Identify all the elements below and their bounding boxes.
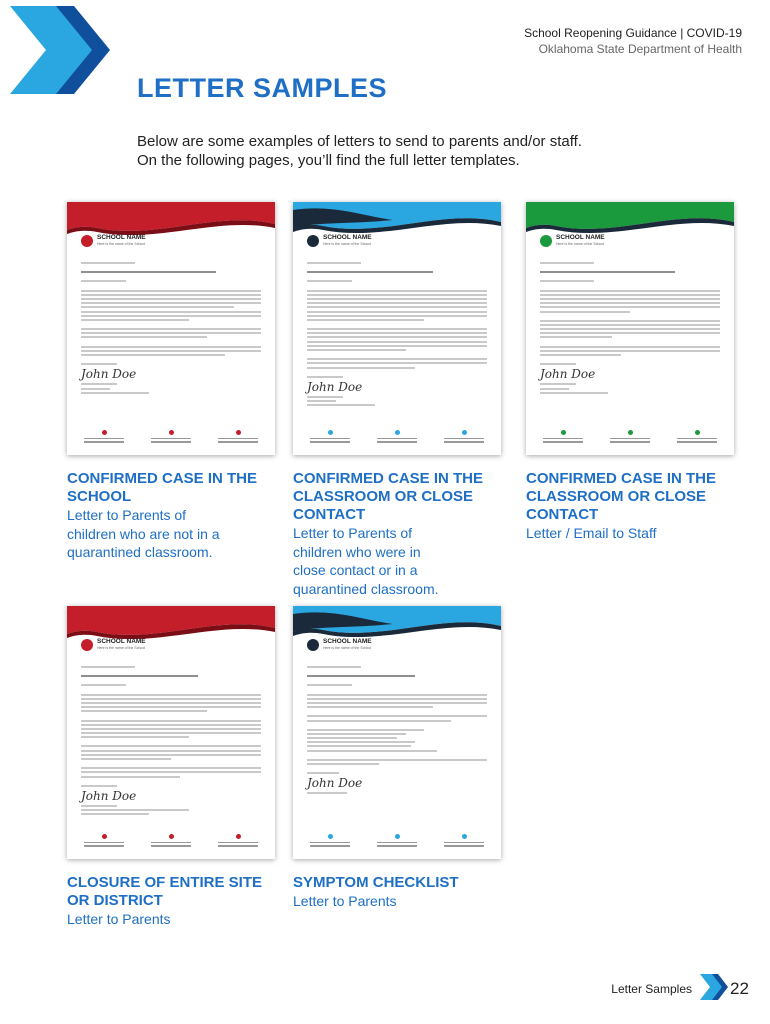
letter-thumbnail-closure[interactable]: [67, 606, 275, 859]
letter-thumbnail-symptom-checklist[interactable]: [293, 606, 501, 859]
caption-subtext-4: quarantined classroom.: [293, 580, 439, 597]
caption-subtext-3: quarantined classroom.: [67, 544, 213, 560]
caption-confirmed-school: [67, 470, 267, 562]
letter-footer: [81, 430, 261, 445]
letter-body-preview: [540, 262, 720, 396]
footer-chevron-icon: [700, 972, 730, 1002]
letter-body-preview: [307, 666, 487, 797]
letter-body-preview: [81, 666, 261, 818]
school-logo-icon: [81, 235, 93, 247]
school-tagline: Here is the name of the School: [556, 242, 605, 246]
letter-footer: [307, 430, 487, 445]
caption-closure: [67, 874, 267, 929]
school-tagline: Here is the name of the School: [97, 646, 146, 650]
school-tagline: Here is the name of the School: [97, 242, 146, 246]
caption-heading: CONFIRMED CASE IN THE SCHOOL: [67, 470, 258, 505]
letter-footer: [307, 834, 487, 849]
caption-confirmed-classroom-staff: [526, 470, 726, 543]
school-name: SCHOOL NAME: [97, 234, 146, 241]
school-logo-icon: [307, 639, 319, 651]
letter-body-preview: [81, 262, 261, 396]
header-guidance: School Reopening Guidance | COVID-19: [524, 26, 742, 40]
letter-thumbnail-confirmed-classroom-staff[interactable]: [526, 202, 734, 455]
intro-line-2: On the following pages, you’ll find the full letter templates.: [137, 152, 520, 169]
page-title: LETTER SAMPLES: [137, 73, 388, 103]
signature: John Doe: [81, 367, 137, 382]
letter-thumbnail-confirmed-classroom-parents[interactable]: [293, 202, 501, 455]
signature: John Doe: [81, 788, 137, 803]
intro-text: [137, 132, 697, 170]
caption-confirmed-classroom-parents: [293, 470, 493, 598]
letter-body-preview: [307, 262, 487, 409]
caption-heading: CLOSURE OF ENTIRE SITE OR DISTRICT: [67, 874, 263, 909]
school-tagline: Here is the name of the School: [323, 242, 372, 246]
letter-thumbnail-confirmed-school[interactable]: [67, 202, 275, 455]
header-department: Oklahoma State Department of Health: [538, 42, 742, 56]
chevron-arrow-icon: [0, 0, 118, 112]
page-number: 22: [730, 979, 749, 998]
letter-footer: [81, 834, 261, 849]
caption-subtext-3: close contact or in a: [293, 562, 418, 578]
caption-symptom-checklist: [293, 874, 493, 911]
caption-subtext-1: Letter to Parents of: [293, 525, 413, 541]
caption-subtext-1: Letter / Email to Staff: [526, 525, 657, 541]
caption-subtext-1: Letter to Parents: [293, 893, 397, 909]
school-name: SCHOOL NAME: [323, 638, 372, 645]
caption-subtext-2: children who are not in a: [67, 525, 220, 542]
school-logo-icon: [81, 639, 93, 651]
school-logo-icon: [307, 235, 319, 247]
caption-subtext-1: Letter to Parents: [67, 911, 171, 927]
footer-section-label: Letter Samples: [611, 982, 692, 996]
school-logo-icon: [540, 235, 552, 247]
signature: John Doe: [307, 776, 363, 791]
caption-heading: CONFIRMED CASE IN THE CLASSROOM OR CLOSE CONTACT: [293, 470, 484, 523]
intro-line-1: Below are some examples of letters to send to parents and/or staff.: [137, 133, 582, 150]
document-header: [524, 26, 742, 56]
caption-subtext-1: Letter to Parents of: [67, 507, 187, 523]
caption-heading: CONFIRMED CASE IN THE CLASSROOM OR CLOSE CONTACT: [526, 470, 717, 523]
signature: John Doe: [540, 367, 596, 382]
signature: John Doe: [307, 379, 363, 394]
letter-footer: [540, 430, 720, 445]
school-tagline: Here is the name of the School: [323, 646, 372, 650]
school-name: SCHOOL NAME: [97, 638, 146, 645]
school-name: SCHOOL NAME: [556, 234, 605, 241]
caption-heading: SYMPTOM CHECKLIST: [293, 874, 459, 891]
caption-subtext-2: children who were in: [293, 543, 421, 560]
school-name: SCHOOL NAME: [323, 234, 372, 241]
